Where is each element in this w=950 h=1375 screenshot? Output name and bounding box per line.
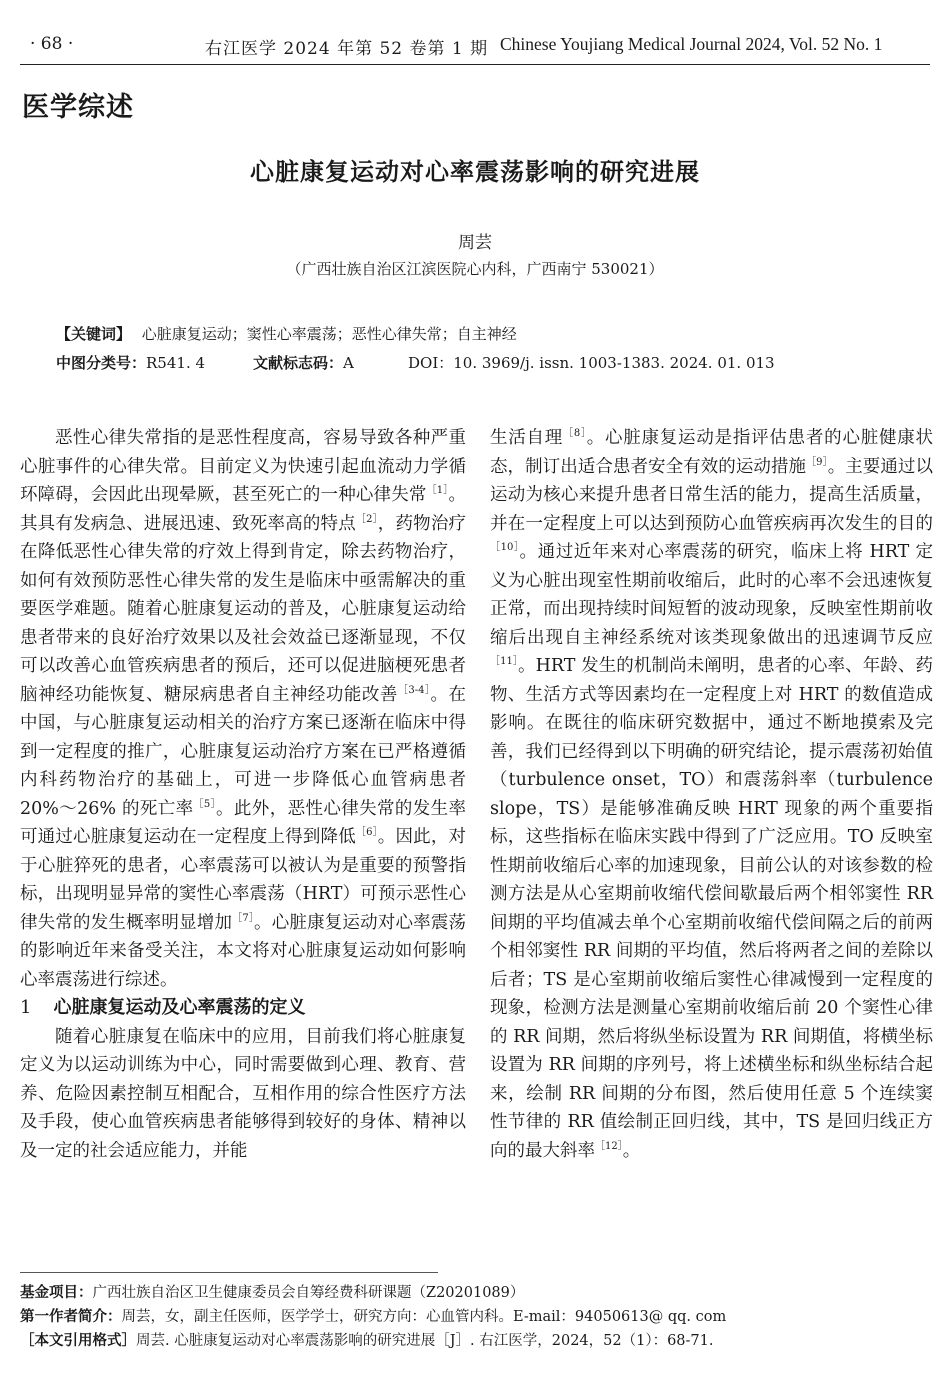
clc-label: 中图分类号： [56,354,147,372]
fund-note: 基金项目：广西壮族自治区卫生健康委员会自筹经费科研课题（Z20201089） [20,1285,525,1301]
keywords-line [56,323,517,344]
header-rule [20,64,930,65]
citation-ref: ［2］ [355,513,378,525]
classification-line [56,352,906,376]
keywords-text: 心脏康复运动；窦性心率震荡；恶性心律失常；自主神经 [141,325,517,343]
right-column [490,424,933,1165]
section1-paragraph: 随着心脏康复在临床中的应用，目前我们将心脏康复定义为以运动训练为中心，同时需要做到心理、教育、营养、危险因素控制互相配合，互相作用的综合性医疗方法及手段，使心血管疾病患者能够得到较好的身体、精神以及一定的社会适应能力，并能 [20,1026,466,1161]
section-label: 医学综述 [22,92,134,123]
citation-ref: ［3-4］ [397,684,431,696]
citation-ref: ［1］ [426,485,449,497]
article-affiliation: （广西壮族自治区江滨医院心内科，广西南宁 530021） [286,260,664,278]
citation-format-note: ［本文引用格式］周芸. 心脏康复运动对心率震荡影响的研究进展［J］. 右江医学，2024，52（1）：68-71. [20,1333,714,1349]
article-author: 周芸 [458,233,492,253]
author-note: 第一作者简介：周芸，女，副主任医师，医学学士，研究方向：心血管内科。E-mail：94050613@ qq. com [20,1309,727,1325]
citation-ref: ［5］ [193,798,217,810]
journal-name-cn: 右江医学 2024 年第 52 卷第 1 期 [205,39,489,59]
keywords-label: 【关键词】 [56,325,132,343]
section-heading-1: 1 心脏康复运动及心率震荡的定义 [20,997,306,1018]
citation-ref: ［6］ [355,827,378,839]
citation-ref: ［7］ [232,912,255,924]
doc-code-label: 文献标志码： [253,354,344,372]
doi-value: 10. 3969/j. issn. 1003-1383. 2024. 01. 013 [453,354,775,372]
citation-ref: ［11］ [490,656,519,668]
footnote-rule [20,1272,438,1273]
citation-ref: ［9］ [806,456,828,468]
doi-label: DOI： [408,354,454,372]
journal-name-en: Chinese Youjiang Medical Journal 2024, Vol. 52 No. 1 [500,34,883,54]
citation-ref: ［12］ [595,1140,623,1152]
running-header [0,30,950,60]
footnotes [20,1281,940,1353]
clc-value: R541. 4 [146,354,206,372]
article-title: 心脏康复运动对心率震荡影响的研究进展 [250,158,700,186]
continued-paragraph: 生活自理$^{[8]}$。心脏康复运动是指评估患者的心脏健康状态，制订出适合患者安全有效的运动措施$^{[9]}$。主要通过以运动为核心来提升患者日常生活的能力，提高生活质量，并在一定程度上可以达到预防心血管疾病再次发生的目的$^{[10]}$。通过近年来对心率震荡的研究，临床上将 HRT 定义为心脏出现室性期前收缩后，此时的心率不会迅速恢复正常，而出现持续时间短暂的波动现象，反映室性期前收缩后出现自主神经系统对该类现象做出的迅速调节反应$^{[11]}$。HRT 发生的机制尚未阐明，患者的心率、年龄、药物、生活方式等因素均在一定程度上对 HRT 的数值造成影响。在既往的临床研究数据中，通过不断地摸索及完善，我们已经得到以下明确的研究结论，提示震荡初始值（turbulence onset，TO）和震荡斜率（turbulence slope，TS）是能够准确反映 HRT 现象的两个重要指标，这些指标在临床实践中得到了广泛应用。TO 反映室性期前收缩后心率的加速现象，目前公认的对该参数的检测方法是从心室期前收缩代偿间歇最后两个相邻窦性 RR 间期的平均值减去单个心室期前收缩代偿间隔之后的前两个相邻窦性 RR 间期的平均值，然后将两者之间的差除以后者；TS 是心室期前收缩后窦性心律减慢到一定程度的现象，检测方法是测量心室期前收缩后前 20 个窦性心律的 RR 间期，然后将纵坐标设置为 RR 间期值，将横坐标设置为 RR 间期的序列号，将上述横坐标和纵坐标结合起来，绘制 RR 间期的分布图，然后使用任意 5 个连续窦性节律的 RR 值绘制正回归线，其中，TS 是回归线正方向的最大斜率$^{[12]}$。 [490,428,934,1161]
citation-ref: ［10］ [490,542,520,554]
doc-code-value: A [343,354,354,372]
left-column [20,424,466,1165]
page-number: · 68 · [30,34,74,54]
citation-ref: ［8］ [563,428,587,440]
intro-paragraph: 恶性心律失常指的是恶性程度高，容易导致各种严重心脏事件的心律失常。目前定义为快速引起血流动力学循环障碍，会因此出现晕厥，甚至死亡的一种心律失常$^{[1]}$。其具有发病急、进展迅速、致死率高的特点$^{[2]}$，药物治疗在降低恶性心律失常的疗效上得到肯定，除去药物治疗，如何有效预防恶性心律失常的发生是临床中亟需解决的重要医学难题。随着心脏康复运动的普及，心脏康复运动给患者带来的良好治疗效果以及社会效益已逐渐显现，不仅可以改善心血管疾病患者的预后，还可以促进脑梗死患者脑神经功能恢复、糖尿病患者自主神经功能改善$^{[3-4]}$。在中国，与心脏康复运动相关的治疗方案已逐渐在临床中得到一定程度的推广，心脏康复运动治疗方案在已严格遵循内科药物治疗的基础上，可进一步降低心血管病患者 20%～26% 的死亡率$^{[5]}$。此外，恶性心律失常的发生率可通过心脏康复运动在一定程度上得到降低$^{[6]}$。因此，对于心脏猝死的患者，心率震荡可以被认为是重要的预警指标，出现明显异常的窦性心率震荡（HRT）可预示恶性心律失常的发生概率明显增加$^{[7]}$。心脏康复运动对心率震荡的影响近年来备受关注，本文将对心脏康复运动如何影响心率震荡进行综述。 [20,428,467,990]
